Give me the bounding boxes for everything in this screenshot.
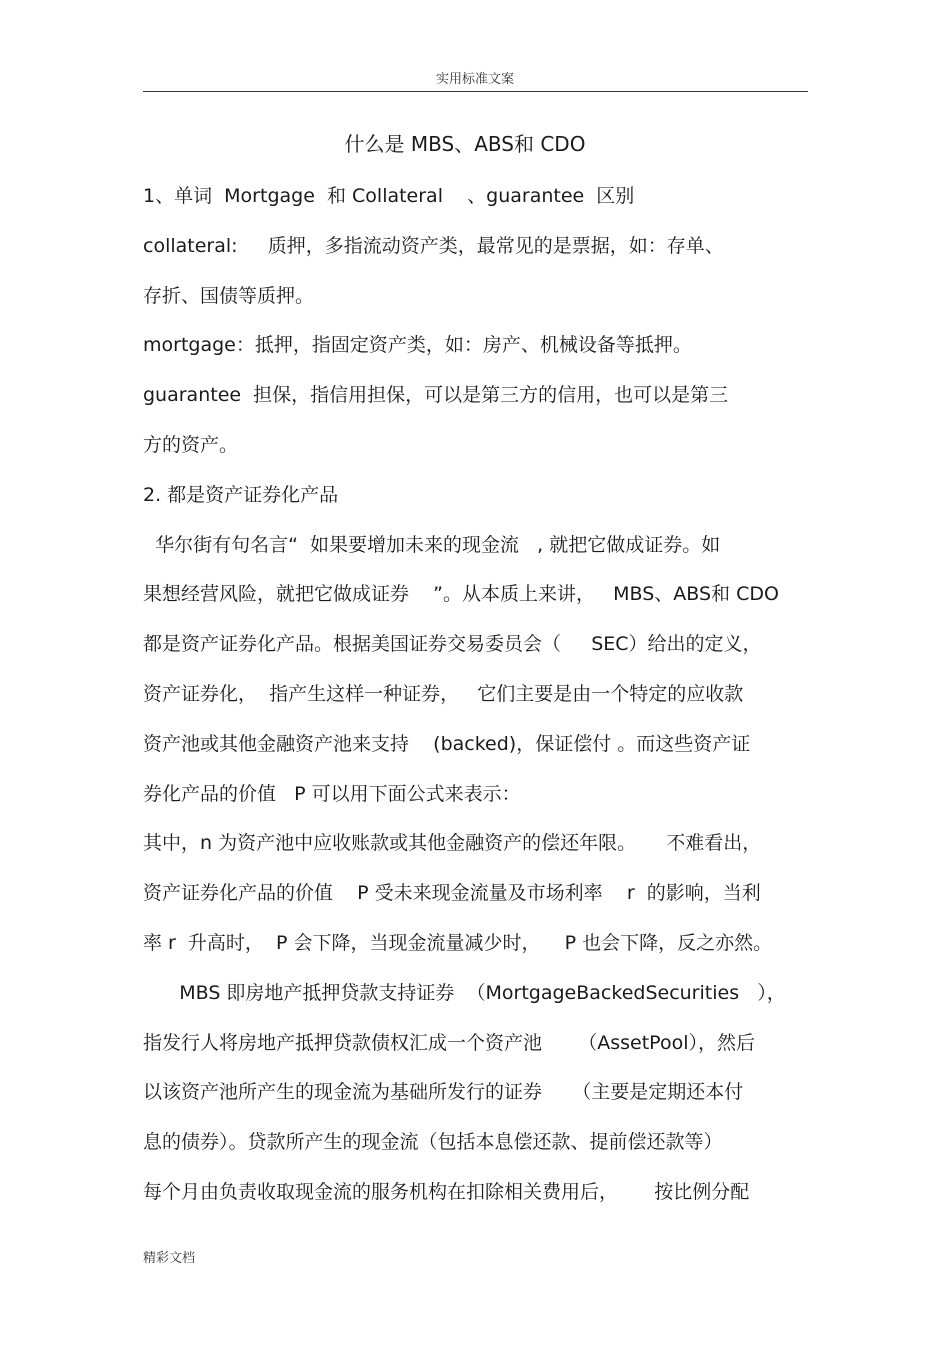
body-line: 存折、国债等质押。 [143,284,315,307]
body-line: 指发行人将房地产抵押贷款债权汇成一个资产池 （AssetPool），然后 [143,1031,755,1054]
body-line: 果想经营风险，就把它做成证券 ”。从本质上来讲， MBS、ABS和 CDO [143,583,779,606]
section-heading: 2. 都是资产证券化产品 [143,483,339,506]
body-line: MBS 即房地产抵押贷款支持证券 （MortgageBackedSecurities ）， [143,981,786,1004]
body-line: 方的资产。 [143,433,239,456]
body-line: 华尔街有句名言“ 如果要增加未来的现金流 , 就把它做成证券。如 [143,533,721,556]
body-line: 率 r 升高时， P 会下降，当现金流量减少时， P 也会下降，反之亦然。 [143,931,773,954]
body-line: 每个月由负责收取现金流的服务机构在扣除相关费用后， 按比例分配 [143,1180,750,1203]
header-divider [143,91,808,92]
body-line: 资产证券化， 指产生这样一种证券， 它们主要是由一个特定的应收款 [143,682,744,705]
body-line: 券化产品的价值 P 可以用下面公式来表示： [143,782,521,805]
body-line: mortgage：抵押，指固定资产类，如：房产、机械设备等抵押。 [143,334,692,357]
body-line: 资产池或其他金融资产池来支持 (backed)，保证偿付 。而这些资产证 [143,732,751,755]
page-header: 实用标准文案 [435,72,514,87]
body-line: 其中，n 为资产池中应收账款或其他金融资产的偿还年限。 不难看出， [143,832,762,855]
body-line: collateral: 质押，多指流动资产类，最常见的是票据，如：存单、 [143,234,724,257]
body-line: 都是资产证券化产品。根据美国证券交易委员会（ SEC）给出的定义， [143,633,762,656]
body-line: 资产证券化产品的价值 P 受未来现金流量及市场利率 r 的影响，当利 [143,882,761,905]
document-body [143,172,808,1218]
body-line: 1、单词 Mortgage 和 Collateral 、guarantee 区别 [143,185,635,207]
body-line: 以该资产池所产生的现金流为基础所发行的证券 （主要是定期还本付 [143,1081,744,1104]
body-line: guarantee 担保，指信用担保，可以是第三方的信用，也可以是第三 [143,384,729,407]
body-line: 息的债券）。贷款所产生的现金流（包括本息偿还款、提前偿还款等） [143,1131,723,1154]
document-title: 什么是 MBS、ABS和 CDO [344,132,586,156]
page-footer: 精彩文档 [143,1251,196,1266]
